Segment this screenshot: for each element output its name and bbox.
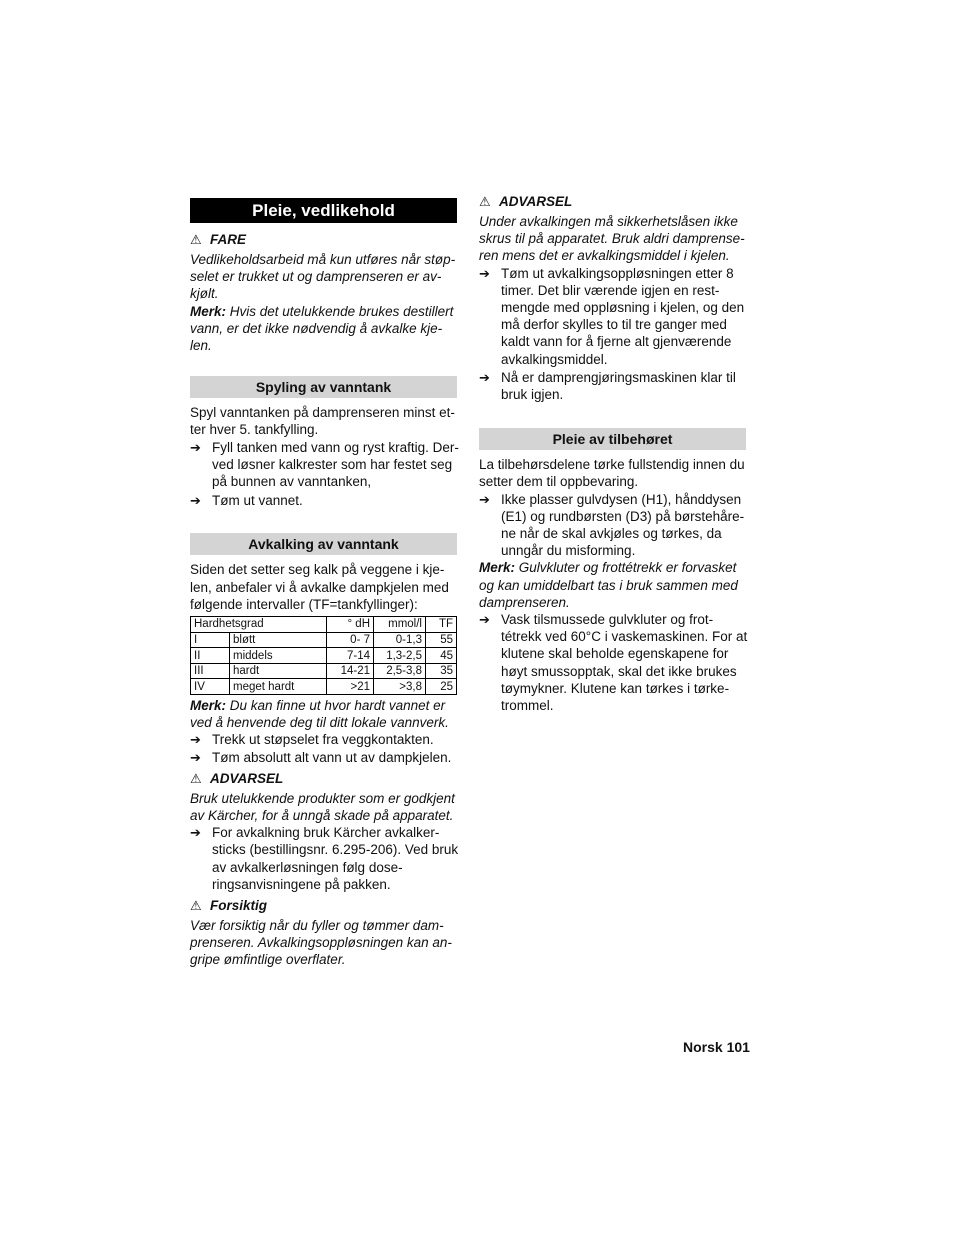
arrow-icon: ➔ xyxy=(190,439,201,455)
table-cell: II xyxy=(191,648,230,664)
table-header: ° dH xyxy=(327,617,374,633)
list-item: ➔ Nå er damprengjøringsmaskinen klar til bruk igjen. xyxy=(479,369,736,403)
tilbehor-note: Merk: Gulvkluter og frottétrekk er forvasket og kan umiddelbart tas i bruk sammen med damprenseren. xyxy=(479,560,738,610)
avkalking-intro: Siden det setter seg kalk på veggene i kje-len, anbefaler vi å avkalke dampkjelen med følgende intervaller (TF=tankfyllinger): xyxy=(190,562,449,612)
table-cell: middels xyxy=(230,648,327,664)
warning-triangle-icon: ⚠ xyxy=(190,232,202,247)
fare-heading: ⚠ FARE xyxy=(190,232,247,247)
arrow-icon: ➔ xyxy=(479,612,490,628)
arrow-icon: ➔ xyxy=(479,369,490,385)
forsiktig-heading: ⚠ Forsiktig xyxy=(190,898,268,914)
page-footer: Norsk 101 xyxy=(683,1039,750,1055)
warning-triangle-icon: ⚠ xyxy=(190,898,202,914)
table-cell: 45 xyxy=(426,648,457,664)
table-header-row xyxy=(191,617,457,633)
table-cell: >21 xyxy=(327,679,374,695)
table-header: mmol/l xyxy=(374,617,426,633)
table-cell: 55 xyxy=(426,632,457,648)
left-column xyxy=(190,190,462,969)
section-heading-avkalking: Avkalking av vanntank xyxy=(190,533,457,555)
table-cell: 35 xyxy=(426,663,457,679)
table-cell: >3,8 xyxy=(374,679,426,695)
table-cell: 0- 7 xyxy=(327,632,374,648)
table-row xyxy=(191,679,457,695)
table-cell: I xyxy=(191,632,230,648)
avkalking-note: Merk: Du kan finne ut hvor hardt vannet er ved å henvende deg til ditt lokale vannverk. xyxy=(190,698,449,731)
list-item: ➔ Tøm absolutt alt vann ut av dampkjelen. xyxy=(190,749,452,765)
list-item: ➔ Fyll tanken med vann og ryst kraftig. Der-ved løsner kalkrester som har festet seg på bunnen av vanntanken, xyxy=(190,439,459,490)
section-heading-tilbehor: Pleie av tilbehøret xyxy=(479,428,746,450)
warning-triangle-icon: ⚠ xyxy=(479,194,491,209)
arrow-icon: ➔ xyxy=(190,493,201,509)
table-header: Hardhetsgrad xyxy=(191,617,327,633)
table-row xyxy=(191,663,457,679)
fare-text: Vedlikeholdsarbeid må kun utføres når støp-selet er trukket ut og damprenseren er av-kjølt. xyxy=(190,252,456,302)
section-heading-spyling: Spyling av vanntank xyxy=(190,376,457,398)
arrow-icon: ➔ xyxy=(190,825,201,841)
list-item: ➔ Tøm ut avkalkingsoppløsningen etter 8 timer. Det blir værende igjen en rest-mengde med oppløsning i kjelen, og den må derfor skylles to til tre ganger med kaldt vann for å fjerne alt gjenværende avkalkingsmiddel. xyxy=(479,265,745,367)
arrow-icon: ➔ xyxy=(190,732,201,748)
water-hardness-table xyxy=(190,616,457,695)
list-item: ➔ Ikke plasser gulvdysen (H1), hånddysen (E1) og rundbørsten (D3) på børstehåre-ne når de skal avkjøles og tørkes, da unngår du misforming. xyxy=(479,491,745,559)
arrow-icon: ➔ xyxy=(479,265,490,281)
forsiktig-text: Vær forsiktig når du fyller og tømmer dam-prenseren. Avkalkingsoppløsningen kan an-gripe ømfintlige overflater. xyxy=(190,918,452,968)
table-header: TF xyxy=(426,617,457,633)
advarsel-text: Under avkalkingen må sikkerhetslåsen ikke skrus til på apparatet. Bruk aldri damprense-ren mens det er avkalkingsmiddel i kjelen. xyxy=(479,214,745,264)
table-cell: bløtt xyxy=(230,632,327,648)
fare-note: Merk: Hvis det utelukkende brukes destillert vann, er det ikke nødvendig å avkalke kje-len. xyxy=(190,303,454,354)
table-cell: 0-1,3 xyxy=(374,632,426,648)
table-cell: IV xyxy=(191,679,230,695)
table-cell: III xyxy=(191,663,230,679)
advarsel-heading: ⚠ ADVARSEL xyxy=(479,194,573,209)
list-item: ➔ Tøm ut vannet. xyxy=(190,493,303,509)
right-column xyxy=(479,190,751,714)
table-cell: 25 xyxy=(426,679,457,695)
list-item: ➔ Vask tilsmussede gulvkluter og frot-tétrekk ved 60°C i vaskemaskinen. For at klutene skal beholde egenskapene for høyt smussopptak, skal det ikke brukes tøymykner. Klutene kan tørkes i tørke-trommel. xyxy=(479,612,748,714)
table-cell: 1,3-2,5 xyxy=(374,648,426,664)
table-row xyxy=(191,648,457,664)
advarsel-text: Bruk utelukkende produkter som er godkjent av Kärcher, for å unngå skade på apparatet. xyxy=(190,790,455,824)
table-cell: 14-21 xyxy=(327,663,374,679)
tilbehor-intro: La tilbehørsdelene tørke fullstendig innen du setter dem til oppbevaring. xyxy=(479,457,745,490)
table-cell: 7-14 xyxy=(327,648,374,664)
list-item: ➔ Trekk ut støpselet fra veggkontakten. xyxy=(190,732,434,748)
table-row xyxy=(191,632,457,648)
list-item: ➔ For avkalkning bruk Kärcher avkalker-sticks (bestillingsnr. 6.295-206). Ved bruk av avkalkerløsningen følg dose-ringsanvisningene på pakken. xyxy=(190,825,459,892)
table-cell: meget hardt xyxy=(230,679,327,695)
arrow-icon: ➔ xyxy=(190,749,201,765)
table-cell: hardt xyxy=(230,663,327,679)
warning-triangle-icon: ⚠ xyxy=(190,770,202,786)
table-cell: 2,5-3,8 xyxy=(374,663,426,679)
spyling-intro: Spyl vanntanken på damprenseren minst et-ter hver 5. tankfylling. xyxy=(190,405,455,438)
advarsel-heading: ⚠ ADVARSEL xyxy=(190,770,284,786)
arrow-icon: ➔ xyxy=(479,491,490,507)
page-title: Pleie, vedlikehold xyxy=(190,198,457,223)
